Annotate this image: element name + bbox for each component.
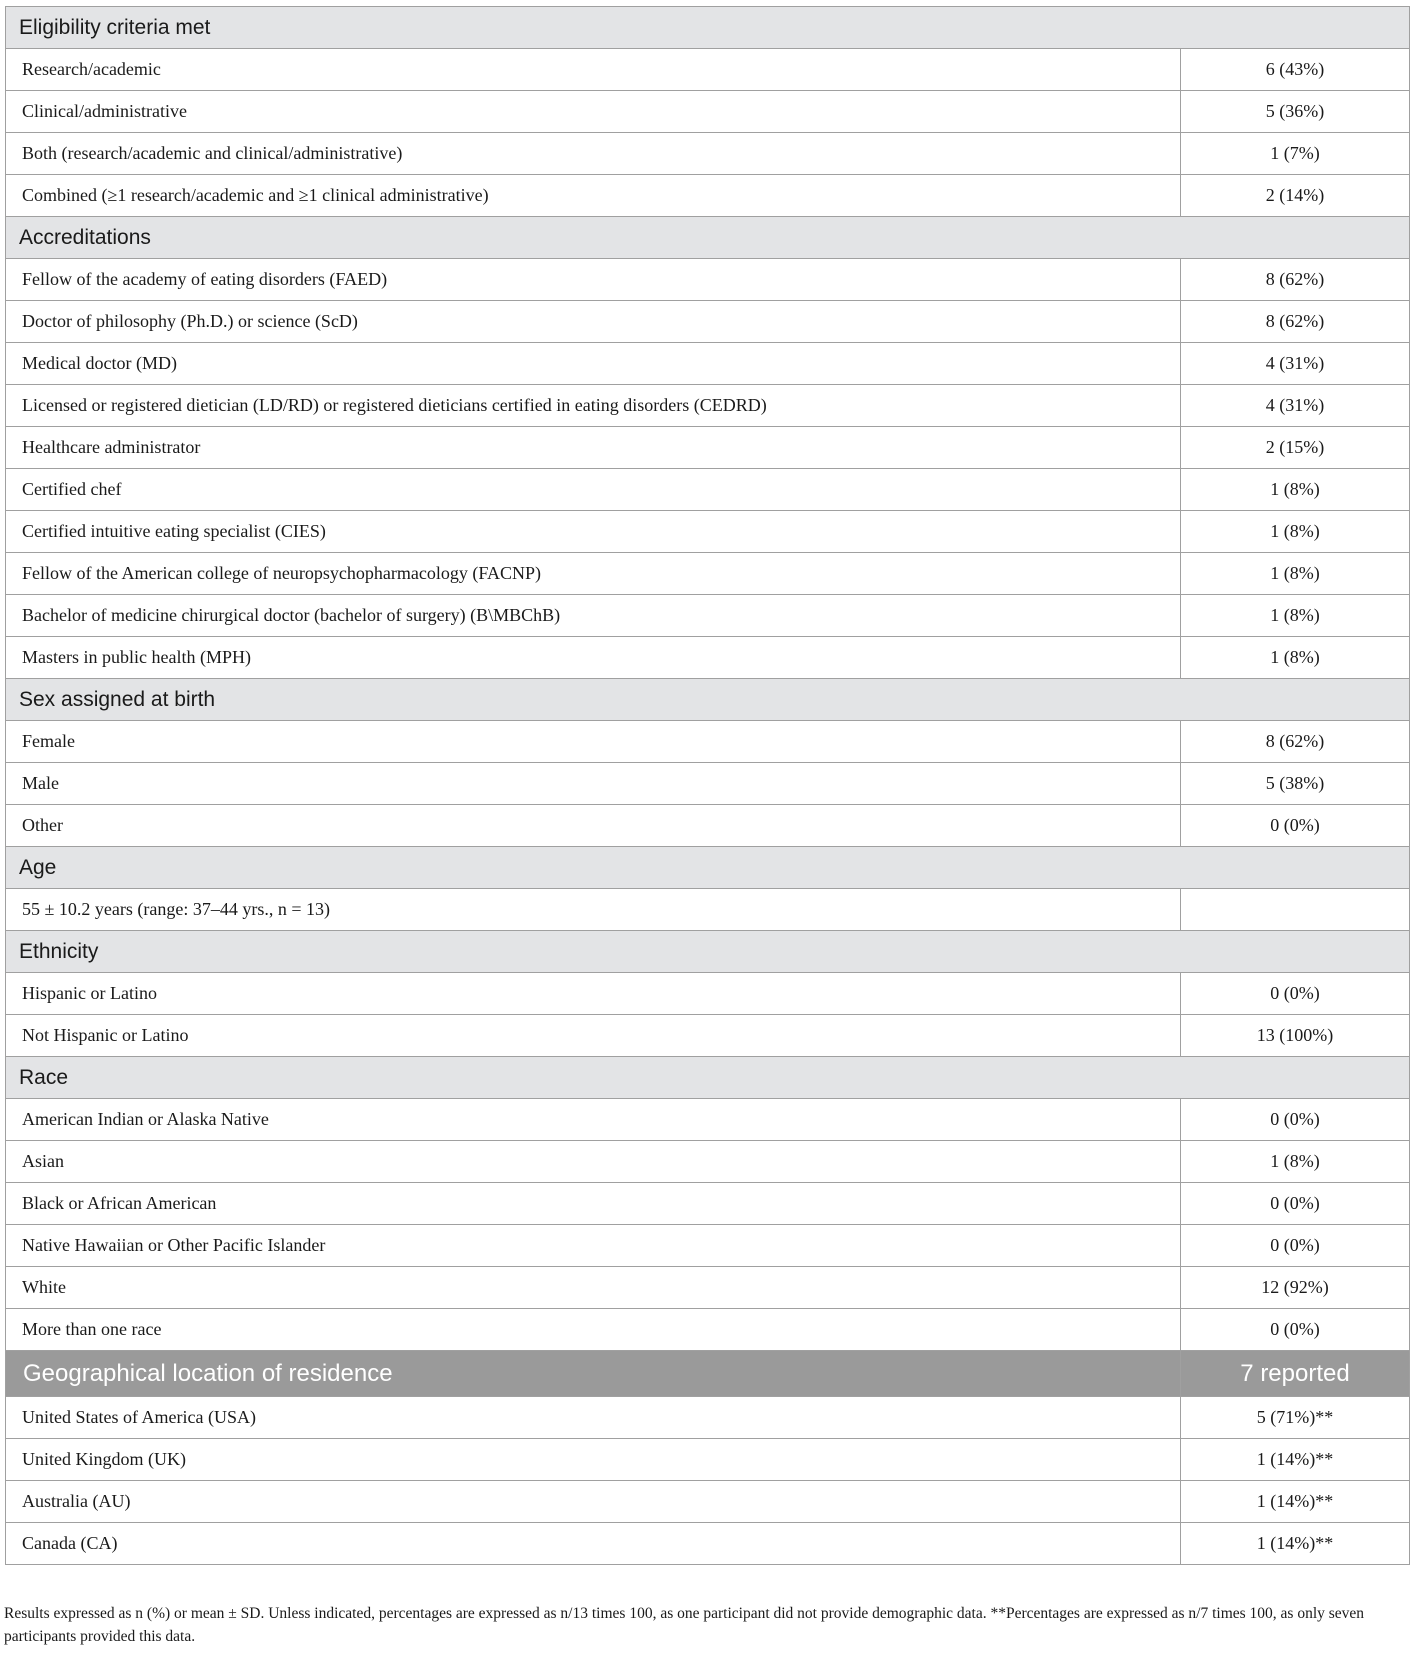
row-label: Other (6, 805, 1181, 847)
row-label: American Indian or Alaska Native (6, 1099, 1181, 1141)
section-header-age (6, 847, 1410, 889)
table-row (6, 1439, 1410, 1481)
row-label: Male (6, 763, 1181, 805)
row-value: 6 (43%) (1181, 49, 1410, 91)
table-row (6, 1015, 1410, 1057)
row-label: Masters in public health (MPH) (6, 637, 1181, 679)
row-label: Canada (CA) (6, 1523, 1181, 1565)
section-title: Geographical location of residence (6, 1351, 1181, 1397)
table-row (6, 301, 1410, 343)
table-row (6, 973, 1410, 1015)
row-label: Both (research/academic and clinical/administrative) (6, 133, 1181, 175)
row-label: Black or African American (6, 1183, 1181, 1225)
table-row (6, 1225, 1410, 1267)
row-label: Medical doctor (MD) (6, 343, 1181, 385)
row-label: Hispanic or Latino (6, 973, 1181, 1015)
row-value: 1 (8%) (1181, 511, 1410, 553)
table-row (6, 1523, 1410, 1565)
row-label: Clinical/administrative (6, 91, 1181, 133)
row-value: 1 (14%)** (1181, 1481, 1410, 1523)
table-row (6, 1099, 1410, 1141)
table-row (6, 763, 1410, 805)
row-label: United Kingdom (UK) (6, 1439, 1181, 1481)
table-row (6, 469, 1410, 511)
section-title: Race (6, 1057, 1410, 1099)
section-header-accreditations (6, 217, 1410, 259)
row-value: 1 (8%) (1181, 595, 1410, 637)
row-value: 2 (14%) (1181, 175, 1410, 217)
row-value: 4 (31%) (1181, 385, 1410, 427)
row-value: 1 (8%) (1181, 1141, 1410, 1183)
row-label: Licensed or registered dietician (LD/RD) or registered dieticians certified in eating disorders (CEDRD) (6, 385, 1181, 427)
row-value (1181, 889, 1410, 931)
table-row (6, 595, 1410, 637)
reported-count: 7 reported (1181, 1351, 1410, 1397)
row-label: Doctor of philosophy (Ph.D.) or science (ScD) (6, 301, 1181, 343)
table-row (6, 1309, 1410, 1351)
table-row (6, 553, 1410, 595)
section-title: Ethnicity (6, 931, 1410, 973)
row-value: 2 (15%) (1181, 427, 1410, 469)
table-row (6, 259, 1410, 301)
row-label: United States of America (USA) (6, 1397, 1181, 1439)
row-label: Healthcare administrator (6, 427, 1181, 469)
row-label: White (6, 1267, 1181, 1309)
row-label: Australia (AU) (6, 1481, 1181, 1523)
section-title: Age (6, 847, 1410, 889)
row-label: Certified chef (6, 469, 1181, 511)
table-row (6, 889, 1410, 931)
table-footnote: Results expressed as n (%) or mean ± SD. Unless indicated, percentages are expressed as n/13 times 100, as one participant did not provide demographic data. **Percentages are expressed as n/7 times 100, as only seven participants provided this data. (4, 1605, 1365, 1645)
row-label: Asian (6, 1141, 1181, 1183)
row-value: 1 (14%)** (1181, 1523, 1410, 1565)
row-value: 0 (0%) (1181, 1225, 1410, 1267)
section-header-geographical-location (6, 1351, 1410, 1397)
row-value: 1 (8%) (1181, 637, 1410, 679)
table-row (6, 1397, 1410, 1439)
row-label: Bachelor of medicine chirurgical doctor (bachelor of surgery) (B\MBChB) (6, 595, 1181, 637)
row-value: 5 (36%) (1181, 91, 1410, 133)
row-value: 5 (71%)** (1181, 1397, 1410, 1439)
row-label: Fellow of the American college of neuropsychopharmacology (FACNP) (6, 553, 1181, 595)
row-label: Female (6, 721, 1181, 763)
row-label: Native Hawaiian or Other Pacific Islander (6, 1225, 1181, 1267)
table-row (6, 91, 1410, 133)
row-value: 5 (38%) (1181, 763, 1410, 805)
demographics-table (5, 6, 1410, 1565)
section-title: Accreditations (6, 217, 1410, 259)
row-value: 1 (8%) (1181, 469, 1410, 511)
row-label: Combined (≥1 research/academic and ≥1 clinical administrative) (6, 175, 1181, 217)
table-row (6, 1183, 1410, 1225)
row-label: 55 ± 10.2 years (range: 37–44 yrs., n = 13) (6, 889, 1181, 931)
row-value: 0 (0%) (1181, 1099, 1410, 1141)
section-header-sex-assigned-at-birth (6, 679, 1410, 721)
row-label: More than one race (6, 1309, 1181, 1351)
section-title: Eligibility criteria met (6, 7, 1410, 49)
row-label: Research/academic (6, 49, 1181, 91)
row-value: 0 (0%) (1181, 1183, 1410, 1225)
section-header-ethnicity (6, 931, 1410, 973)
table-row (6, 427, 1410, 469)
section-header-eligibility-criteria-met (6, 7, 1410, 49)
table-row (6, 1481, 1410, 1523)
table-row (6, 133, 1410, 175)
row-value: 1 (14%)** (1181, 1439, 1410, 1481)
table-row (6, 49, 1410, 91)
table-row (6, 1267, 1410, 1309)
row-value: 8 (62%) (1181, 301, 1410, 343)
row-label: Not Hispanic or Latino (6, 1015, 1181, 1057)
row-label: Certified intuitive eating specialist (CIES) (6, 511, 1181, 553)
row-value: 0 (0%) (1181, 805, 1410, 847)
row-value: 8 (62%) (1181, 259, 1410, 301)
row-label: Fellow of the academy of eating disorders (FAED) (6, 259, 1181, 301)
row-value: 1 (8%) (1181, 553, 1410, 595)
row-value: 12 (92%) (1181, 1267, 1410, 1309)
section-header-race (6, 1057, 1410, 1099)
table-row (6, 511, 1410, 553)
table-row (6, 721, 1410, 763)
row-value: 4 (31%) (1181, 343, 1410, 385)
row-value: 1 (7%) (1181, 133, 1410, 175)
row-value: 0 (0%) (1181, 973, 1410, 1015)
row-value: 0 (0%) (1181, 1309, 1410, 1351)
demographics-table-container (5, 6, 1409, 1565)
table-row (6, 637, 1410, 679)
row-value: 8 (62%) (1181, 721, 1410, 763)
section-title: Sex assigned at birth (6, 679, 1410, 721)
table-row (6, 175, 1410, 217)
table-row (6, 385, 1410, 427)
row-value: 13 (100%) (1181, 1015, 1410, 1057)
table-row (6, 343, 1410, 385)
table-body (6, 7, 1410, 1565)
table-row (6, 805, 1410, 847)
table-row (6, 1141, 1410, 1183)
